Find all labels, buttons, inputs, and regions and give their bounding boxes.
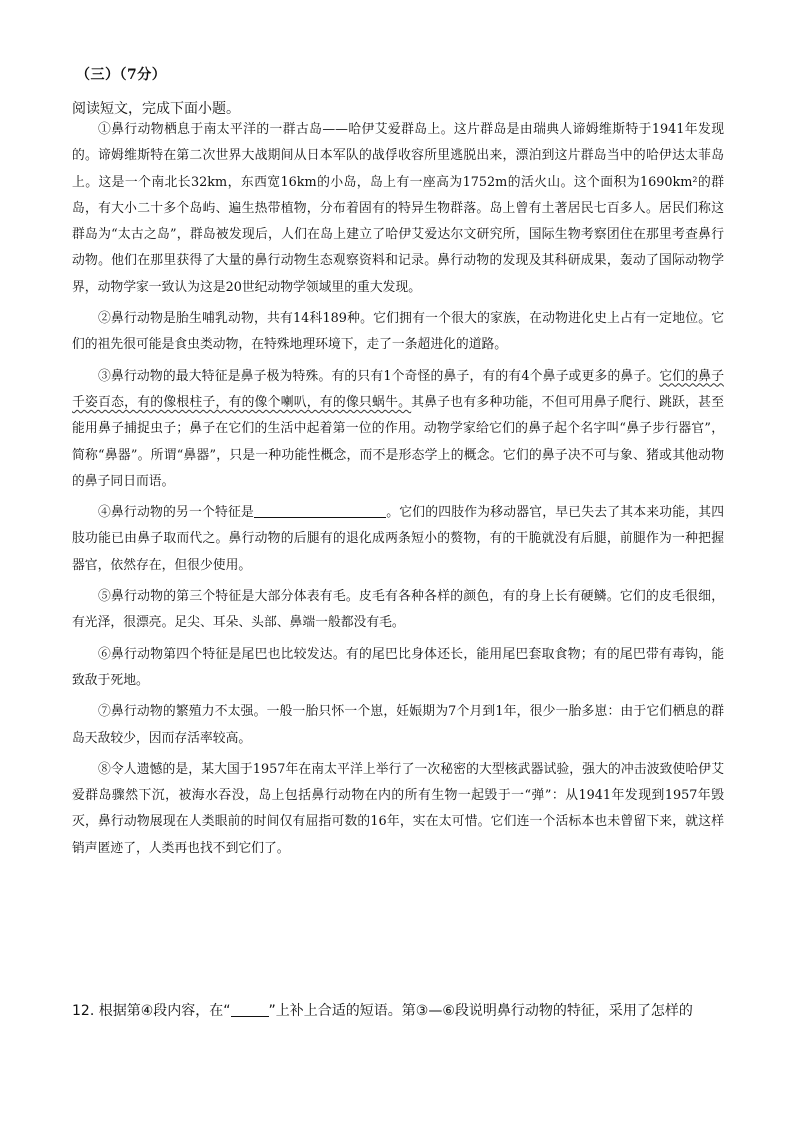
question-blank[interactable] — [231, 1002, 269, 1017]
paragraph-1: ①鼻行动物栖息于南太平洋的一群古岛——哈伊艾爱群岛上。这片群岛是由瑞典人谛姆维斯特于1941年发现的。谛姆维斯特在第二次世界大战期间从日本军队的战俘收容所里逃脱出来，漂泊到这片群岛当中的哈伊达太菲岛上。这是一个南北长32km，东西宽16km的小岛，岛上有一座高为1752m的活火山。这个面积为1690km²的群岛，有大小二十多个岛屿、遍生热带植物，分布着固有的特异生物群落。岛上曾有土著居民七百多人。居民们称这群岛为“太古之岛”，群岛被发现后，人们在岛上建立了哈伊艾爱达尔文研究所，国际生物考察团住在那里考查鼻行动物。他们在那里获得了大量的鼻行动物生态观察资料和记录。鼻行动物的发现及其科研成果，轰动了国际动物学界，动物学家一致认为这是20世纪动物学领域里的重大发现。 — [72, 122, 724, 295]
paragraph-3-part-a: ③鼻行动物的最大特征是鼻子极为特殊。有的只有1个奇怪的鼻子，有的有4个鼻子或更多的鼻子。 — [98, 368, 660, 384]
paragraph-8: ⑧令人遗憾的是，某大国于1957年在南太平洋上举行了一次秘密的大型核武器试验，强大的冲击波致使哈伊艾爱群岛骤然下沉，被海水吞没，岛上包括鼻行动物在内的所有生物一起毁于一“弹”：从1941年发现到1957年毁灭，鼻行动物展现在人类眼前的时间仅有屈指可数的16年，实在太可惜。它们连一个活标本也未曾留下来，就这样销声匿迹了，人类再也找不到它们了。 — [72, 761, 724, 856]
question-prefix: 12. 根据第④段内容，在“ — [72, 1003, 231, 1019]
passage-body — [72, 117, 724, 862]
paragraph-6: ⑥鼻行动物第四个特征是尾巴也比较发达。有的尾巴比身体还长，能用尾巴套取食物；有的尾巴带有毒钩，能致敌于死地。 — [72, 646, 724, 688]
section-instruction: 阅读短文，完成下面小题。 — [72, 101, 240, 117]
paragraph-7: ⑦鼻行动物的繁殖力不太强。一般一胎只怀一个崽，妊娠期为7个月到1年，很少一胎多崽：由于它们栖息的群岛天敌较少，因而存活率较高。 — [72, 704, 724, 746]
question-12 — [72, 1000, 724, 1022]
paragraph-3 — [72, 364, 724, 495]
paragraph-4-part-a: ④鼻行动物的另一个特征是 — [98, 505, 254, 521]
paragraph-4 — [72, 500, 724, 579]
paragraph-2: ②鼻行动物是胎生哺乳动物，共有14科189种。它们拥有一个很大的家族，在动物进化史上占有一定地位。它们的祖先很可能是食虫类动物，在特殊地理环境下，走了一条超进化的道路。 — [72, 311, 724, 353]
question-suffix: ”上补上合适的短语。第③—⑥段说明鼻行动物的特征，采用了怎样的 — [268, 1003, 693, 1019]
paragraph-5: ⑤鼻行动物的第三个特征是大部分体表有毛。皮毛有各种各样的颜色，有的身上长有硬鳞。它们的皮毛很细，有光泽，很漂亮。足尖、耳朵、头部、鼻端一般都没有毛。 — [72, 589, 724, 631]
section-title: （三）（7分） — [76, 67, 167, 83]
answer-blank[interactable] — [254, 503, 386, 518]
wavy-underlined-sentence: 它们的鼻子千姿百态，有的像根柱子，有的像个喇叭，有的像只蜗牛。 — [72, 368, 724, 410]
paragraph-4-part-b: 。它们的四肢作为移动器官，早已失去了其本来功能，其四肢功能已由鼻子取而代之。鼻行动物的后腿有的退化成两条短小的赘物，有的干脆就没有后腿，前腿作为一种把握器官，依然存在，但很少使用。 — [72, 505, 724, 573]
paragraph-3-part-c: 其鼻子也有多种功能，不但可用鼻子爬行、跳跃，甚至能用鼻子捕捉虫子；鼻子在它们的生活中起着第一位的作用。动物学家给它们的鼻子起个名字叫“鼻子步行器官”，简称“鼻器”。所谓“鼻器”，只是一种功能性概念，而不是形态学上的概念。它们的鼻子决不可与象、猪或其他动物的鼻子同日而语。 — [72, 394, 725, 489]
